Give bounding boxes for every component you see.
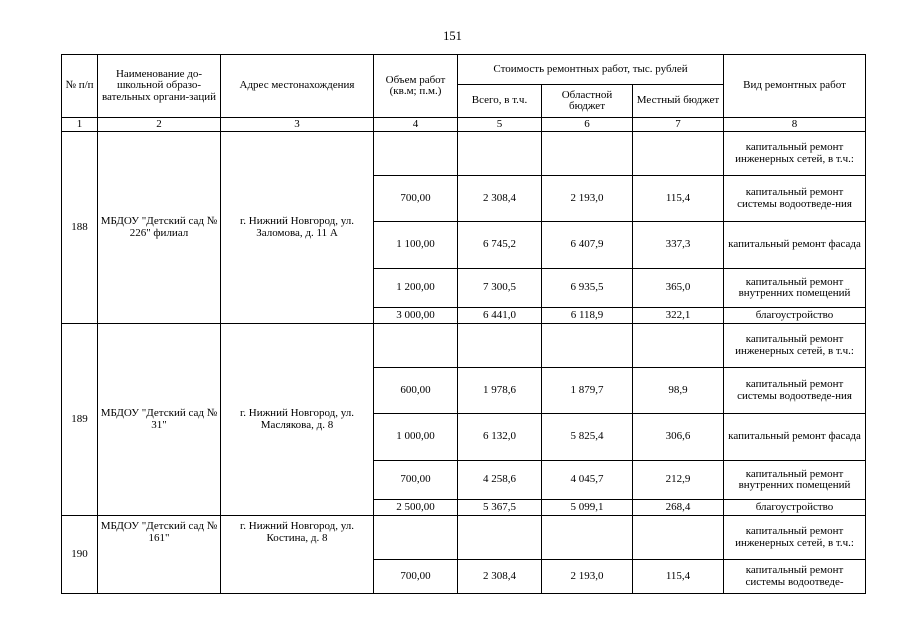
cost-regional: 6 935,5	[542, 269, 633, 308]
header-name: Наименование до-школьной образо-вательных органи-заций	[98, 55, 221, 118]
cost-regional: 2 193,0	[542, 176, 633, 222]
header-cost-group: Стоимость ремонтных работ, тыс. рублей	[458, 55, 724, 85]
table-row	[62, 516, 866, 560]
cost-local: 322,1	[633, 308, 724, 324]
work-type: капитальный ремонт системы водоотведе-ния	[724, 368, 866, 414]
table-header	[62, 55, 866, 132]
work-volume	[374, 516, 458, 560]
cost-total	[458, 324, 542, 368]
cost-local	[633, 132, 724, 176]
organization-name: МБДОУ "Детский сад № 161"	[98, 516, 221, 594]
work-type: капитальный ремонт инженерных сетей, в т.ч.:	[724, 324, 866, 368]
work-type: капитальный ремонт внутренних помещений	[724, 461, 866, 500]
work-volume: 700,00	[374, 560, 458, 594]
organization-name: МБДОУ "Детский сад № 31"	[98, 324, 221, 516]
cost-local: 212,9	[633, 461, 724, 500]
cost-total	[458, 516, 542, 560]
cost-local	[633, 324, 724, 368]
column-number: 1	[62, 118, 98, 132]
cost-total: 7 300,5	[458, 269, 542, 308]
cost-local	[633, 516, 724, 560]
work-volume	[374, 324, 458, 368]
organization-address: г. Нижний Новгород, ул. Костина, д. 8	[221, 516, 374, 594]
cost-total	[458, 132, 542, 176]
work-type: капитальный ремонт системы водоотведе-ния	[724, 176, 866, 222]
column-number: 3	[221, 118, 374, 132]
cost-regional: 1 879,7	[542, 368, 633, 414]
cost-total: 1 978,6	[458, 368, 542, 414]
organization-address: г. Нижний Новгород, ул. Заломова, д. 11 А	[221, 132, 374, 324]
column-number: 7	[633, 118, 724, 132]
table-row	[62, 132, 866, 176]
column-number: 8	[724, 118, 866, 132]
cost-local: 365,0	[633, 269, 724, 308]
work-volume: 2 500,00	[374, 500, 458, 516]
work-volume: 1 000,00	[374, 414, 458, 461]
cost-total: 6 441,0	[458, 308, 542, 324]
organization-name: МБДОУ "Детский сад № 226" филиал	[98, 132, 221, 324]
work-volume: 600,00	[374, 368, 458, 414]
cost-total: 2 308,4	[458, 176, 542, 222]
cost-total: 2 308,4	[458, 560, 542, 594]
column-number: 5	[458, 118, 542, 132]
work-volume: 1 100,00	[374, 222, 458, 269]
organization-address: г. Нижний Новгород, ул. Маслякова, д. 8	[221, 324, 374, 516]
header-no: № п/п	[62, 55, 98, 118]
cost-local: 115,4	[633, 560, 724, 594]
work-type: капитальный ремонт инженерных сетей, в т.ч.:	[724, 516, 866, 560]
work-type: капитальный ремонт фасада	[724, 222, 866, 269]
cost-local: 337,3	[633, 222, 724, 269]
page-number: 151	[443, 29, 462, 43]
table-row	[62, 324, 866, 368]
cost-local: 268,4	[633, 500, 724, 516]
column-number: 6	[542, 118, 633, 132]
header-volume: Объем работ (кв.м; п.м.)	[374, 55, 458, 118]
column-numbers-row	[62, 118, 866, 132]
work-type: благоустройство	[724, 308, 866, 324]
cost-local: 115,4	[633, 176, 724, 222]
work-type: капитальный ремонт внутренних помещений	[724, 269, 866, 308]
cost-total: 6 132,0	[458, 414, 542, 461]
entry-number: 189	[62, 324, 98, 516]
column-number: 2	[98, 118, 221, 132]
cost-regional: 6 118,9	[542, 308, 633, 324]
cost-regional: 2 193,0	[542, 560, 633, 594]
work-volume: 700,00	[374, 461, 458, 500]
work-type: капитальный ремонт фасада	[724, 414, 866, 461]
work-volume	[374, 132, 458, 176]
entry-number: 188	[62, 132, 98, 324]
header-local: Местный бюджет	[633, 85, 724, 118]
cost-total: 6 745,2	[458, 222, 542, 269]
cost-regional	[542, 516, 633, 560]
cost-local: 98,9	[633, 368, 724, 414]
cost-regional	[542, 132, 633, 176]
header-total: Всего, в т.ч.	[458, 85, 542, 118]
header-address: Адрес местонахождения	[221, 55, 374, 118]
cost-regional: 6 407,9	[542, 222, 633, 269]
work-type: капитальный ремонт системы водоотведе-	[724, 560, 866, 594]
cost-regional	[542, 324, 633, 368]
repair-works-table	[61, 54, 866, 594]
work-type: капитальный ремонт инженерных сетей, в т.ч.:	[724, 132, 866, 176]
work-volume: 3 000,00	[374, 308, 458, 324]
cost-regional: 4 045,7	[542, 461, 633, 500]
cost-total: 4 258,6	[458, 461, 542, 500]
cost-total: 5 367,5	[458, 500, 542, 516]
work-type: благоустройство	[724, 500, 866, 516]
cost-local: 306,6	[633, 414, 724, 461]
column-number: 4	[374, 118, 458, 132]
cost-regional: 5 099,1	[542, 500, 633, 516]
entry-number: 190	[62, 516, 98, 594]
cost-regional: 5 825,4	[542, 414, 633, 461]
work-volume: 700,00	[374, 176, 458, 222]
header-regional: Областной бюджет	[542, 85, 633, 118]
work-volume: 1 200,00	[374, 269, 458, 308]
header-type: Вид ремонтных работ	[724, 55, 866, 118]
